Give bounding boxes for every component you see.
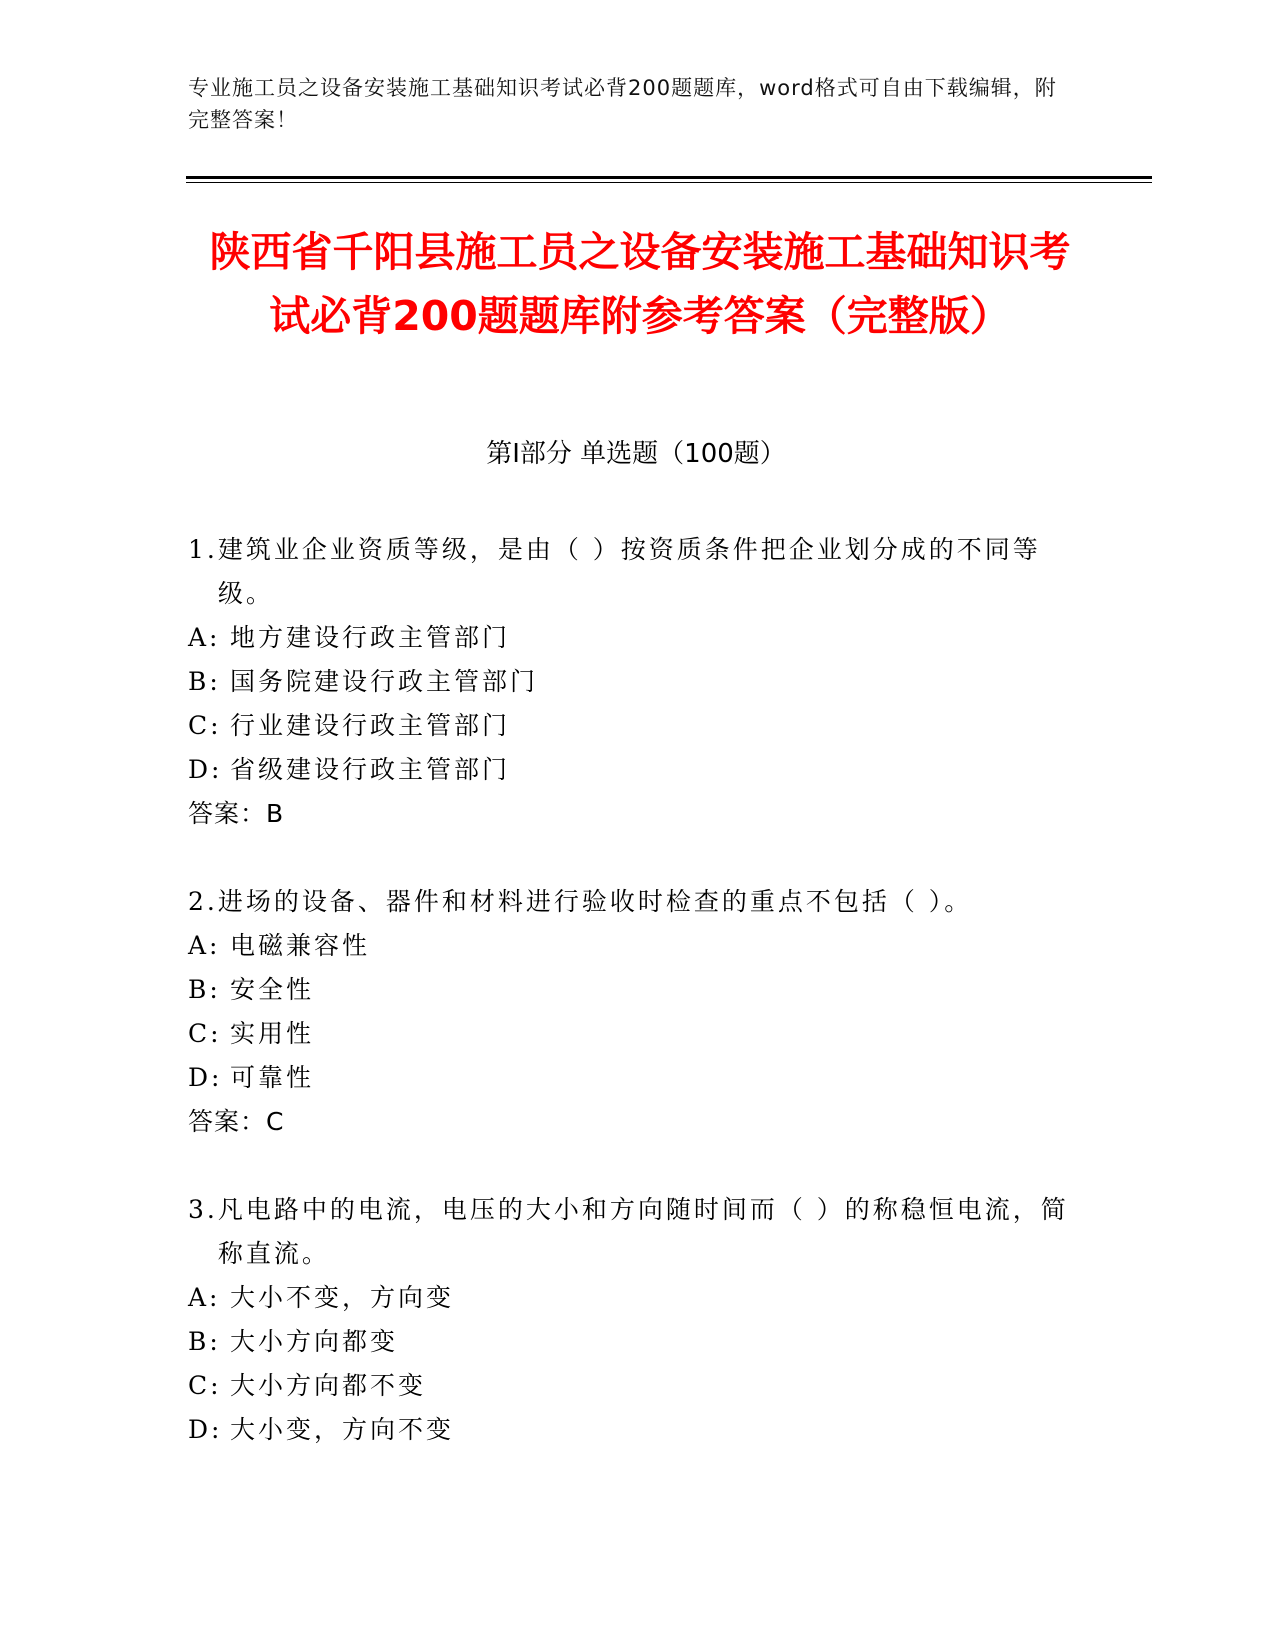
question-number: 3. — [188, 1195, 218, 1224]
option-c — [188, 704, 1088, 748]
option-letter: A: — [188, 931, 221, 960]
option-text: 大小方向都不变 — [230, 1371, 427, 1400]
question-1 — [188, 528, 1088, 836]
option-letter: B: — [188, 1327, 221, 1356]
option-a — [188, 924, 1088, 968]
question-3 — [188, 1188, 1088, 1452]
option-letter: A: — [188, 1283, 221, 1312]
option-letter: B: — [188, 975, 221, 1004]
option-text: 大小变，方向不变 — [230, 1415, 455, 1444]
section-title: 第I部分 单选题（100题） — [486, 439, 786, 469]
option-c — [188, 1012, 1088, 1056]
answer-value: C — [266, 1107, 285, 1136]
option-b — [188, 1320, 1088, 1364]
answer-line — [188, 1100, 1088, 1144]
answer-line — [188, 792, 1088, 836]
document-title: 陕西省千阳县施工员之设备安装施工基础知识考试必背200题题库附参考答案（完整版） — [209, 228, 1071, 340]
question-text: 进场的设备、器件和材料进行验收时检查的重点不包括（ ）。 — [217, 887, 973, 916]
option-letter: D: — [188, 1415, 223, 1444]
option-letter: C: — [188, 1019, 222, 1048]
option-b — [188, 660, 1088, 704]
header-rule-thin — [186, 182, 1152, 183]
option-letter: C: — [188, 711, 222, 740]
question-stem — [188, 1188, 1088, 1276]
option-a — [188, 1276, 1088, 1320]
option-letter: D: — [188, 755, 223, 784]
option-d — [188, 1408, 1088, 1452]
header-rule-thick — [186, 176, 1152, 179]
option-text: 省级建设行政主管部门 — [230, 755, 511, 784]
option-a — [188, 616, 1088, 660]
option-text: 可靠性 — [230, 1063, 315, 1092]
option-letter: C: — [188, 1371, 222, 1400]
option-letter: B: — [188, 667, 221, 696]
question-list — [188, 528, 1088, 1496]
question-number: 1. — [188, 535, 218, 564]
answer-label: 答案： — [188, 1107, 267, 1136]
question-number: 2. — [188, 887, 218, 916]
option-d — [188, 1056, 1088, 1100]
answer-value: B — [266, 799, 285, 828]
option-d — [188, 748, 1088, 792]
question-stem — [188, 880, 1088, 924]
question-2 — [188, 880, 1088, 1144]
option-c — [188, 1364, 1088, 1408]
question-text: 凡电路中的电流，电压的大小和方向随时间而（ ）的称稳恒电流，简称直流。 — [217, 1195, 1069, 1268]
option-text: 国务院建设行政主管部门 — [230, 667, 539, 696]
header-note: 专业施工员之设备安装施工基础知识考试必背200题题库，word格式可自由下载编辑，附完整答案！ — [188, 76, 1057, 132]
option-text: 电磁兼容性 — [230, 931, 371, 960]
option-text: 实用性 — [230, 1019, 315, 1048]
option-text: 大小不变，方向变 — [230, 1283, 455, 1312]
answer-label: 答案： — [188, 799, 267, 828]
question-stem — [188, 528, 1088, 616]
option-text: 地方建设行政主管部门 — [230, 623, 511, 652]
option-text: 大小方向都变 — [230, 1327, 399, 1356]
option-text: 行业建设行政主管部门 — [230, 711, 511, 740]
question-text: 建筑业企业资质等级，是由（ ）按资质条件把企业划分成的不同等级。 — [217, 535, 1041, 608]
option-text: 安全性 — [230, 975, 315, 1004]
option-letter: D: — [188, 1063, 223, 1092]
option-letter: A: — [188, 623, 221, 652]
option-b — [188, 968, 1088, 1012]
